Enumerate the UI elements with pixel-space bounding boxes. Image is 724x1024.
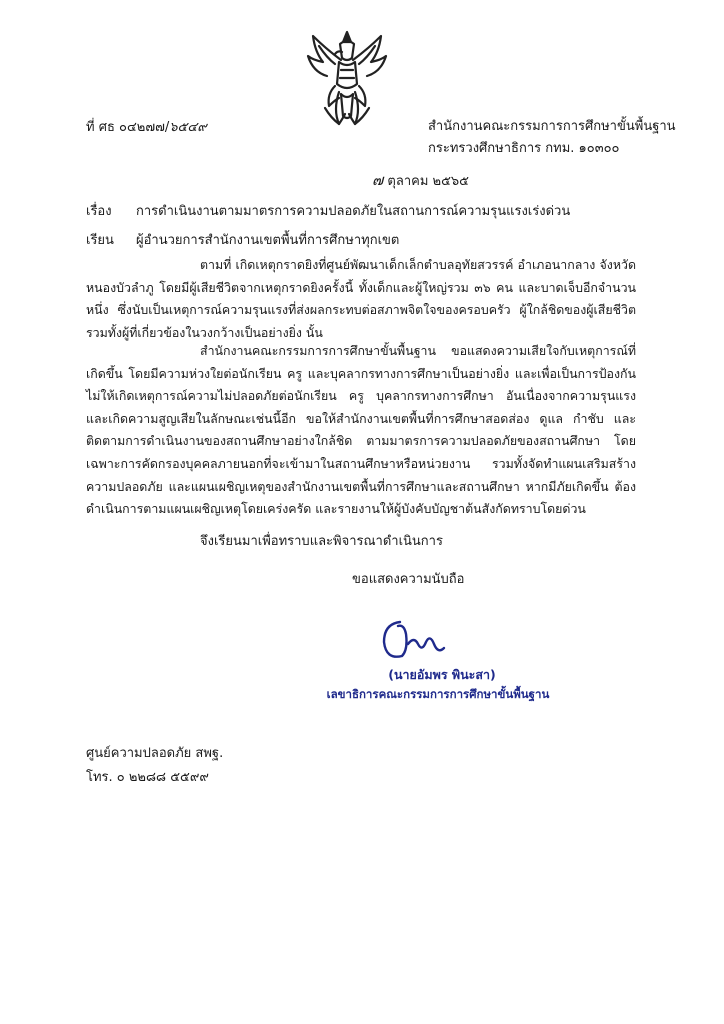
reference-number [86,116,207,137]
footer-unit: ศูนย์ความปลอดภัย สพฐ. [86,746,224,761]
recipient-text: ผู้อำนวยการสำนักงานเขตพื้นที่การศึกษาทุกเขต [136,233,400,248]
body-paragraph-1 [86,254,636,344]
date-month-year: ตุลาคม ๒๕๖๕ [383,174,470,189]
recipient-label: เรียน [86,233,114,248]
office-line-1: สำนักงานคณะกรรมการการศึกษาขั้นพื้นฐาน [428,119,676,134]
signer-position-stamp: เลขาธิการคณะกรรมการการศึกษาขั้นพื้นฐาน [326,687,550,701]
handwritten-signature [378,614,448,664]
office-line-2: กระทรวงศึกษาธิการ กทม. ๑๐๓๐๐ [428,141,620,156]
ref-prefix: ที่ ศธ ๐๔๒๗๗/ [86,120,170,135]
subject-line [86,200,570,221]
office-address [428,116,676,160]
letter-date [372,168,469,192]
body-paragraph-2 [86,340,636,521]
regards-line: ขอแสดงความนับถือ [352,572,465,587]
ref-number-handwritten: ๖๕๔๙ [169,120,207,135]
closing-line: จึงเรียนมาเพื่อทราบและพิจารณาดำเนินการ [200,534,443,549]
paragraph-2-text: สำนักงานคณะกรรมการการศึกษาขั้นพื้นฐาน ขอแสดงความเสียใจกับเหตุการณ์ที่เกิดขึ้น โดยมีความห่วงใยต่อนักเรียน ครู และบุคลากรทางการศึกษาเป็นอย่างยิ่ง และเพื่อเป็นการป้องกันไม่ให้เกิดเหตุการณ์ความไม่ปลอดภัยต่อนักเรียน ครู บุคลากรทางการศึกษา อันเนื่องจากความรุนแรง และเกิดความสูญเสียในลักษณะเช่นนี้อีก ขอให้สำนักงานเขตพื้นที่การศึกษาสอดส่อง ดูแล กำชับ และติดตามการดำเนินงานของสถานศึกษาอย่างใกล้ชิด ตามมาตรการความปลอดภัยของสถานศึกษา โดยเฉพาะการคัดกรองบุคคลภายนอกที่จะเข้ามาในสถานศึกษาหรือหน่วยงาน รวมทั้งจัดทำแผนเสริมสร้างความปลอดภัย และแผนเผชิญเหตุของสำนักงานเขตพื้นที่การศึกษาและสถานศึกษา หากมีภัยเกิดขึ้น ต้องดำเนินการตามแผนเผชิญเหตุโดยเคร่งครัด และรายงานให้ผู้บังคับบัญชาต้นสังกัดทราบโดยด่วน [86,343,636,517]
garuda-emblem-icon [305,28,389,132]
signer-name: (นายอัมพร พินะสา) [388,667,496,682]
subject-text: การดำเนินงานตามมาตรการความปลอดภัยในสถานการณ์ความรุนแรงเร่งด่วน [136,204,571,219]
subject-label: เรื่อง [86,204,112,219]
date-day-handwritten: ๗ [372,171,384,189]
paragraph-1-text: ตามที่ เกิดเหตุกราดยิงที่ศูนย์พัฒนาเด็กเล็กตำบลอุทัยสวรรค์ อำเภอนากลาง จังหวัดหนองบัวลำภู โดยมีผู้เสียชีวิตจากเหตุกราดยิงครั้งนี้ ทั้งเด็กและผู้ใหญ่รวม ๓๖ คน และบาดเจ็บอีกจำนวนหนึ่ง ซึ่งนับเป็นเหตุการณ์ความรุนแรงที่ส่งผลกระทบต่อสภาพจิตใจของครอบครัว ผู้ใกล้ชิดของผู้เสียชีวิต รวมทั้งผู้ที่เกี่ยวข้องในวงกว้างเป็นอย่างยิ่ง นั้น [86,257,636,340]
footer-phone: โทร. ๐ ๒๒๘๘ ๕๕๙๙ [86,770,209,785]
recipient-line [86,229,399,250]
